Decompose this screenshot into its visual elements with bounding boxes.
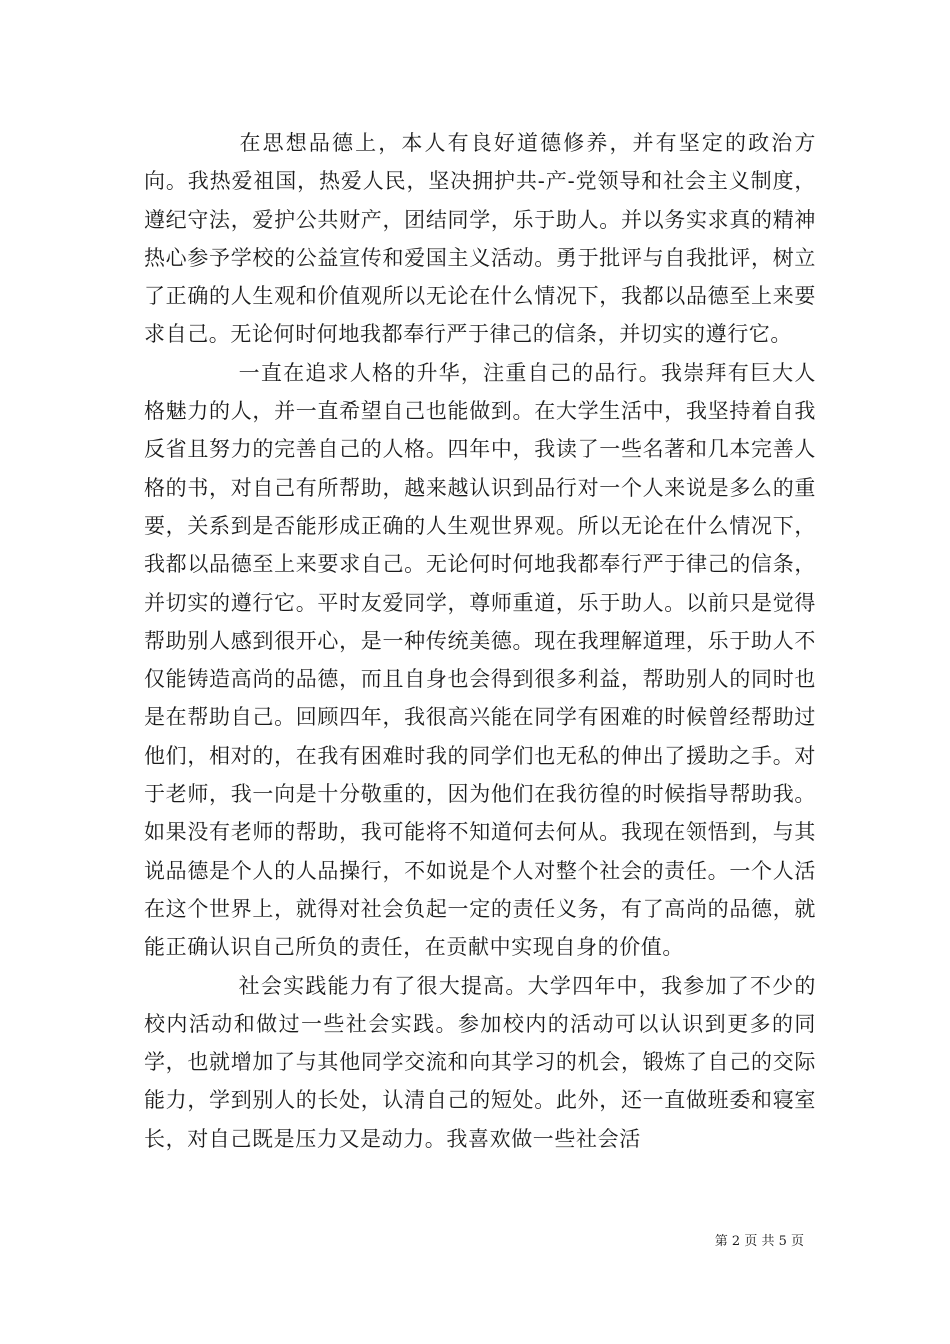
paragraph-social-practice bbox=[144, 967, 816, 1158]
paragraph-text: 社会实践能力有了很大提高。大学四年中，我参加了不少的校内活动和做过一些社会实践。参加校内的活动可以认识到更多的同学，也就增加了与其他同学交流和向其学习的机会，锻炼了自己的交际能力，学到别人的长处，认清自己的短处。此外，还一直做班委和寝室长，对自己既是压力又是动力。我喜欢做一些社会活 bbox=[144, 973, 816, 1151]
paragraph-personality bbox=[144, 354, 816, 967]
document-body bbox=[144, 124, 816, 1158]
paragraph-text: 一直在追求人格的升华，注重自己的品行。我崇拜有巨大人格魅力的人，并一直希望自己也能做到。在大学生活中，我坚持着自我反省且努力的完善自己的人格。四年中，我读了一些名著和几本完善人格的书，对自己有所帮助，越来越认识到品行对一个人来说是多么的重要，关系到是否能形成正确的人生观世界观。所以无论在什么情况下，我都以品德至上来要求自己。无论何时何地我都奉行严于律己的信条，并切实的遵行它。平时友爱同学，尊师重道，乐于助人。以前只是觉得帮助别人感到很开心，是一种传统美德。现在我理解道理，乐于助人不仅能铸造高尚的品德，而且自身也会得到很多利益，帮助别人的同时也是在帮助自己。回顾四年，我很高兴能在同学有困难的时候曾经帮助过他们，相对的，在我有困难时我的同学们也无私的伸出了援助之手。对于老师，我一向是十分敬重的，因为他们在我彷徨的时候指导帮助我。如果没有老师的帮助，我可能将不知道何去何从。我现在领悟到，与其说品德是个人的人品操行，不如说是个人对整个社会的责任。一个人活在这个世界上，就得对社会负起一定的责任义务，有了高尚的品德，就能正确认识自己所负的责任，在贡献中实现自身的价值。 bbox=[144, 360, 816, 960]
paragraph-moral-character bbox=[144, 124, 816, 354]
paragraph-text: 在思想品德上，本人有良好道德修养，并有坚定的政治方向。我热爱祖国，热爱人民，坚决拥护共-产-党领导和社会主义制度，遵纪守法，爱护公共财产，团结同学，乐于助人。并以务实求真的精神热心参予学校的公益宣传和爱国主义活动。勇于批评与自我批评，树立了正确的人生观和价值观所以无论在什么情况下，我都以品德至上来要求自己。无论何时何地我都奉行严于律己的信条，并切实的遵行它。 bbox=[144, 131, 816, 347]
page-number-footer: 第 2 页 共 5 页 bbox=[714, 1234, 804, 1249]
